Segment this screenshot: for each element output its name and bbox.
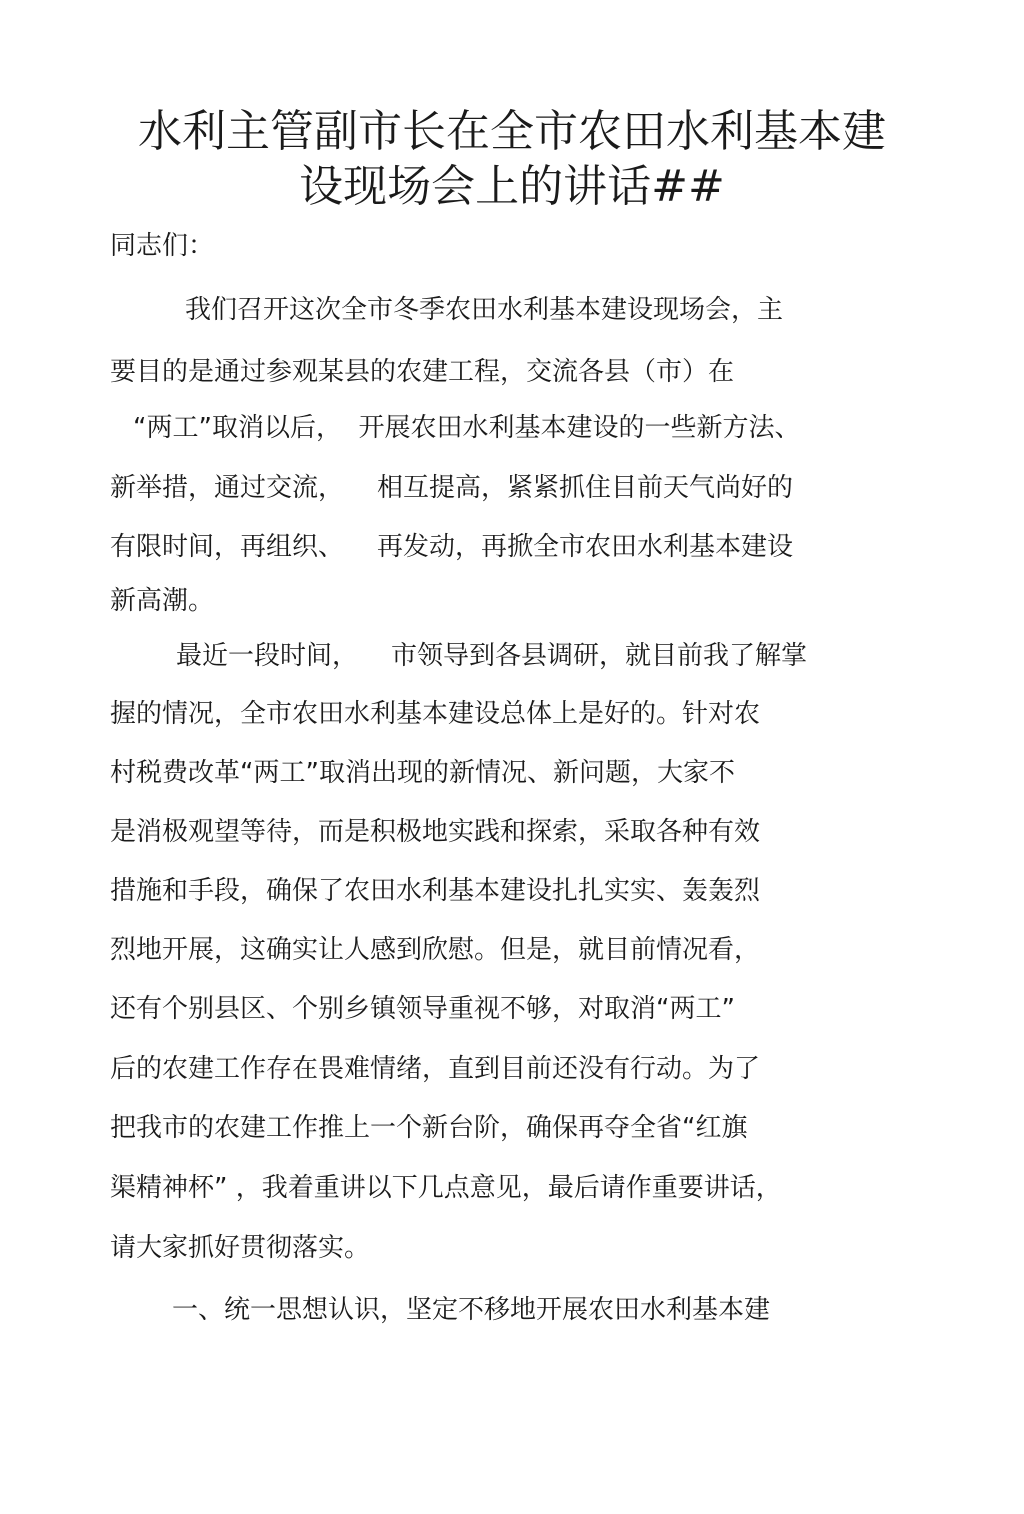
salutation: 同志们： <box>110 231 215 261</box>
body-line-2: 要目的是通过参观某县的农建工程，交流各县（市）在 <box>110 357 735 387</box>
title-line-2: 设现场会上的讲话## <box>299 161 725 212</box>
body-line-8: 握的情况，全市农田水利基本建设总体上是好的。针对农 <box>110 699 761 729</box>
body-line-17: 请大家抓好贯彻落实。 <box>110 1233 371 1263</box>
body-line-7: 最近一段时间， 市领导到各县调研，就目前我了解掌 <box>176 641 808 671</box>
title-line-1: 水利主管副市长在全市农田水利基本建 <box>138 106 886 157</box>
body-line-10: 是消极观望等待，而是积极地实践和探索，采取各种有效 <box>110 817 761 847</box>
body-line-1: 我们召开这次全市冬季农田水利基本建设现场会，主 <box>185 295 784 325</box>
body-line-6: 新高潮。 <box>110 586 215 616</box>
body-line-5: 有限时间，再组织、 再发动，再掀全市农田水利基本建设 <box>110 532 794 562</box>
body-line-3: “两工”取消以后， 开展农田水利基本建设的一些新方法、 <box>133 413 801 443</box>
body-line-4: 新举措，通过交流， 相互提高，紧紧抓住目前天气尚好的 <box>110 473 794 503</box>
body-line-15: 把我市的农建工作推上一个新台阶，确保再夺全省“红旗 <box>110 1113 748 1143</box>
body-line-11: 措施和手段，确保了农田水利基本建设扎扎实实、轰轰烈 <box>110 876 761 906</box>
body-line-14: 后的农建工作存在畏难情绪，直到目前还没有行动。为了 <box>110 1054 761 1084</box>
body-line-18: 一、统一思想认识，坚定不移地开展农田水利基本建 <box>172 1295 771 1325</box>
body-line-16: 渠精神杯” ，我着重讲以下几点意见，最后请作重要讲话， <box>110 1173 782 1203</box>
body-line-9: 村税费改革“两工”取消出现的新情况、新问题，大家不 <box>110 758 735 788</box>
body-line-12: 烈地开展，这确实让人感到欣慰。但是，就目前情况看， <box>110 935 761 965</box>
body-line-13: 还有个别县区、个别乡镇领导重视不够，对取消“两工” <box>110 994 735 1024</box>
